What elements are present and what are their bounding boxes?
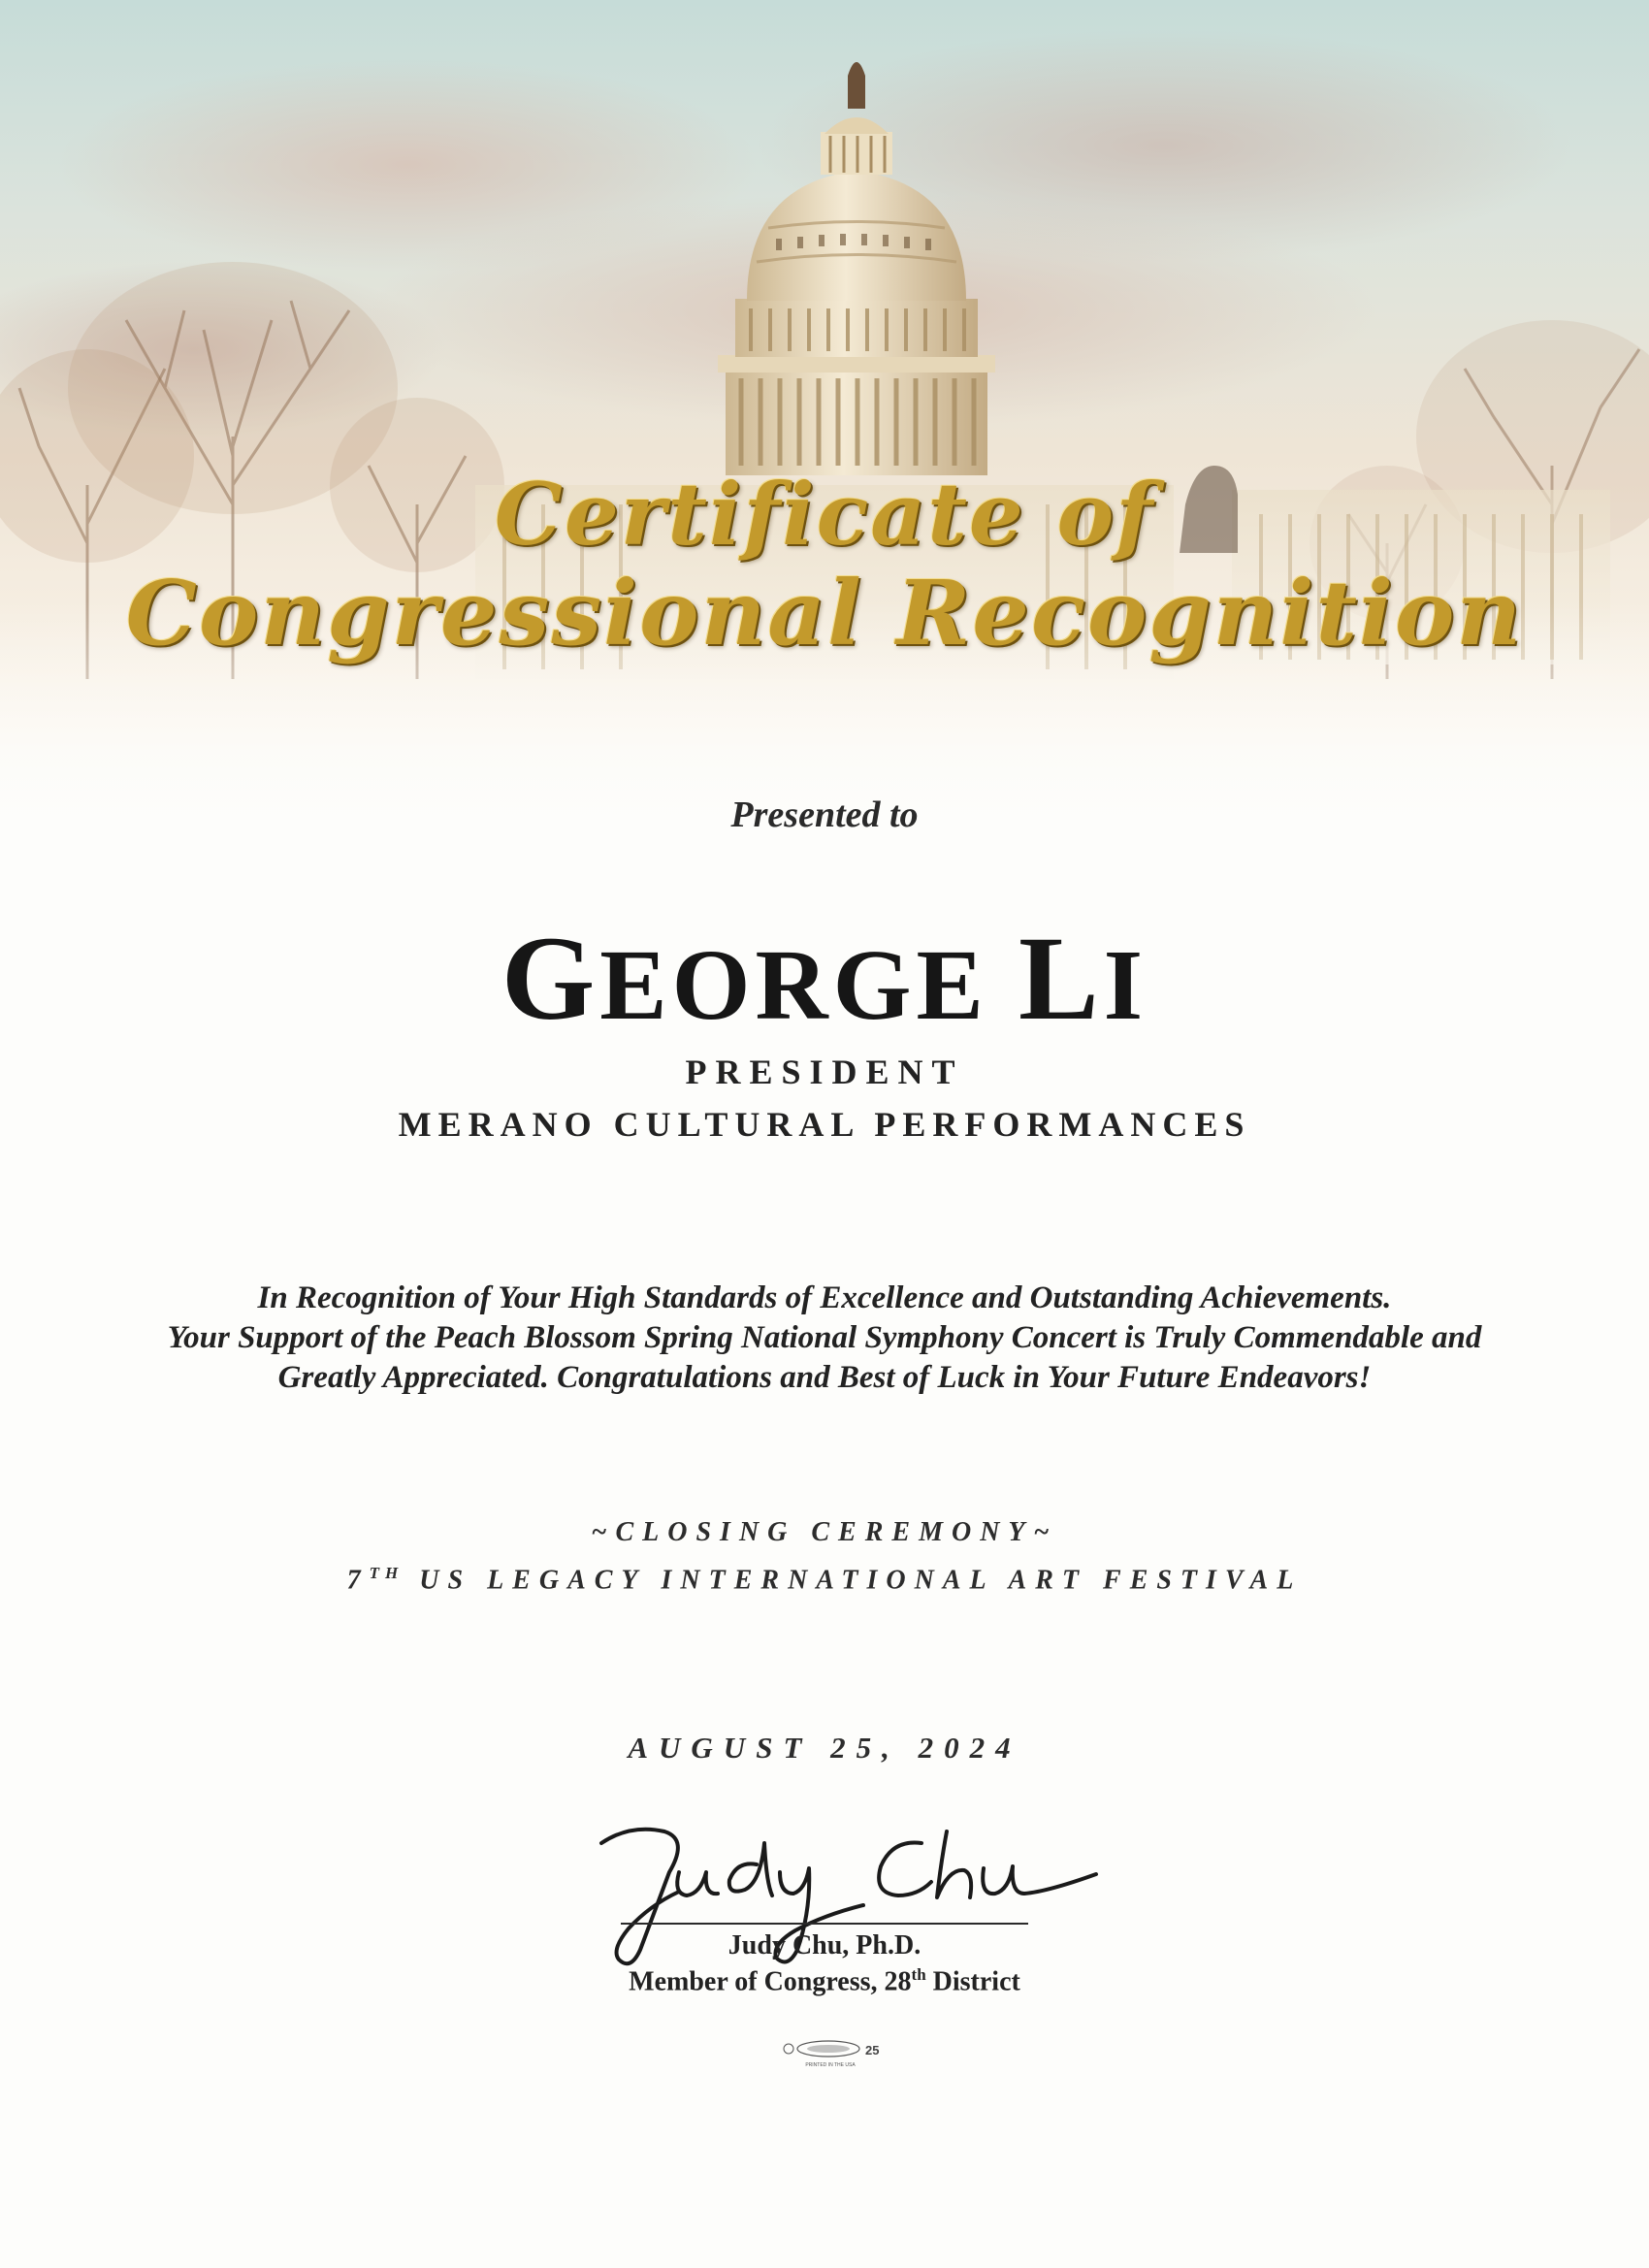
certificate-title-line-1: Certificate of [494,464,1155,565]
signer-title-end: District [925,1966,1020,1997]
message-line: Greatly Appreciated. Congratulations and Best of Luck in Your Future Endeavors! [277,1360,1372,1395]
signature-line [621,1923,1028,1925]
recipient-name-initial-1: G [501,912,600,1045]
recipient-name-part-2: I [1103,929,1148,1041]
message-line: In Recognition of Your High Standards of Excellence and Outstanding Achievements. [257,1280,1392,1315]
recipient-name-part-1: EORGE [599,929,1018,1041]
signer-title-prefix: Member of Congress, 28 [629,1966,912,1997]
event-name [0,1564,1649,1596]
printer-number: 25 [865,2043,880,2057]
certificate-title-line-2: Congressional Recognition [125,561,1524,665]
signer-title [0,1965,1649,1997]
capitol-header-image [0,0,1649,834]
signer-name: Judy Chu, Ph.D. [728,1930,922,1960]
recipient-organization: MERANO CULTURAL PERFORMANCES [398,1105,1251,1144]
event-ordinal-suffix: TH [369,1564,404,1582]
event-title: ~CLOSING CEREMONY~ [591,1517,1058,1547]
event-name-text: US LEGACY INTERNATIONAL ART FESTIVAL [419,1565,1303,1596]
recognition-message [0,1279,1649,1398]
printer-caption: PRINTED IN THE USA [805,2062,856,2068]
event-ordinal-number: 7 [346,1565,370,1596]
certificate-date: AUGUST 25, 2024 [628,1731,1021,1765]
message-line: Your Support of the Peach Blossom Spring National Symphony Concert is Truly Commendable and [167,1320,1482,1355]
recipient-name-initial-2: L [1018,912,1104,1045]
presented-to-label: Presented to [730,794,919,835]
signer-title-suffix: th [911,1965,926,1984]
recipient-role: PRESIDENT [685,1053,964,1091]
recipient-name [0,910,1649,1048]
